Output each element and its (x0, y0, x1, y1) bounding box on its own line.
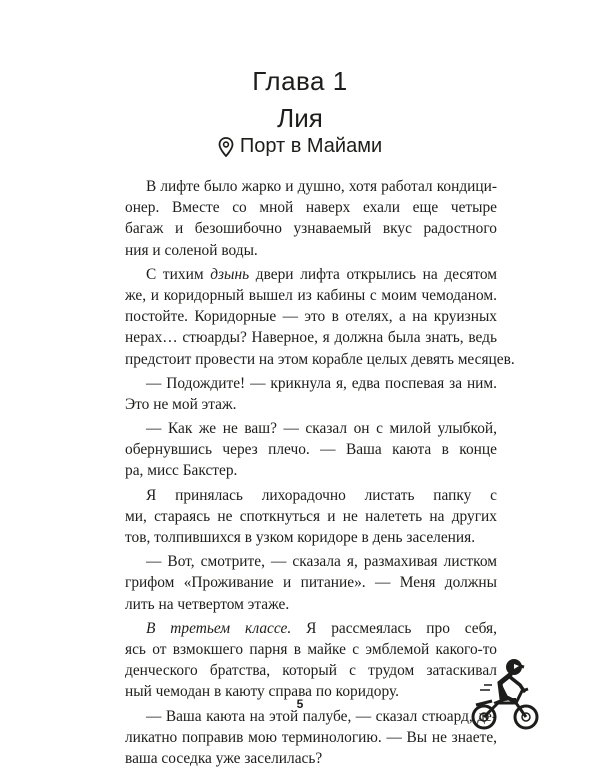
text-line: Это не мой этаж. (125, 394, 497, 415)
emphasis: дзынь (210, 266, 249, 283)
text-line: предстоит провести на этом корабле целых девять месяцев. (125, 349, 497, 370)
text-line: ваша соседка уже заселилась? (125, 748, 497, 769)
text-line: нерах… стюарды? Наверное, я должна была знать, ведь (125, 327, 497, 348)
paragraph (125, 418, 497, 482)
chapter-number: Глава 1 (0, 66, 600, 97)
chapter-title: Лия (0, 103, 600, 134)
paragraph (125, 264, 497, 370)
text-line: ра, мисс Бакстер. (125, 460, 497, 481)
text-line: же, и коридорный вышел из кабины с моим чемоданом. (125, 285, 497, 306)
text-line: — Как же не ваш? — сказал он с милой улыбкой, (125, 418, 497, 439)
paragraph (125, 551, 497, 615)
text-line: — Вот, смотрите, — сказала я, размахивая листком (125, 551, 497, 572)
text-line: ный чемодан в каюту справа по коридору. (125, 681, 497, 702)
text-line: С тихим дзынь двери лифта открылись на десятом (125, 264, 497, 285)
chapter-body (125, 176, 497, 769)
text-line: — Подождите! — крикнула я, едва поспевая за ним. (125, 373, 497, 394)
paragraph (125, 706, 497, 769)
text-line: тов, толпившихся в узком коридоре в день заселения. (125, 527, 497, 548)
paragraph (125, 485, 497, 549)
text-line: ния и соленой воды. (125, 240, 497, 261)
text-line: — Ваша каюта на этой палубе, — сказал стюард, де- (125, 706, 497, 727)
text-line: ми, стараясь не споткнуться и не налететь на других (125, 506, 497, 527)
text-line: ликатно поправив мою терминологию. — Вы не знаете, (125, 727, 497, 748)
text-line: В третьем классе. Я рассмеялась про себя, (125, 618, 497, 639)
paragraph (125, 618, 497, 703)
chapter-location (0, 135, 600, 158)
text-line: онер. Вместе со мной наверх ехали еще четыре (125, 197, 497, 218)
emphasis: В третьем классе. (146, 620, 291, 637)
paragraph (125, 373, 497, 415)
text-line: грифом «Проживание и питание». — Меня должны (125, 572, 497, 593)
motocross-rider-icon (470, 655, 542, 733)
paragraph (125, 176, 497, 261)
page-number: 5 (0, 697, 600, 711)
text-line: обернувшись через плечо. — Ваша каюта в конце (125, 439, 497, 460)
text-line: багаж и безошибочно узнаваемый вкус радостного (125, 218, 497, 239)
text-line: лить на четвертом этаже. (125, 594, 497, 615)
text-line: ясь от взмокшего парня в майке с эмблемой какого-то (125, 639, 497, 660)
map-pin-icon (218, 137, 234, 157)
location-text: Порт в Майами (240, 135, 382, 158)
text-line: денческого братства, который с трудом затаскивал (125, 660, 497, 681)
text-line: Я принялась лихорадочно листать папку с (125, 485, 497, 506)
text-line: постойте. Коридорные — это в отелях, а на круизных (125, 306, 497, 327)
text-line: В лифте было жарко и душно, хотя работал кондици- (125, 176, 497, 197)
